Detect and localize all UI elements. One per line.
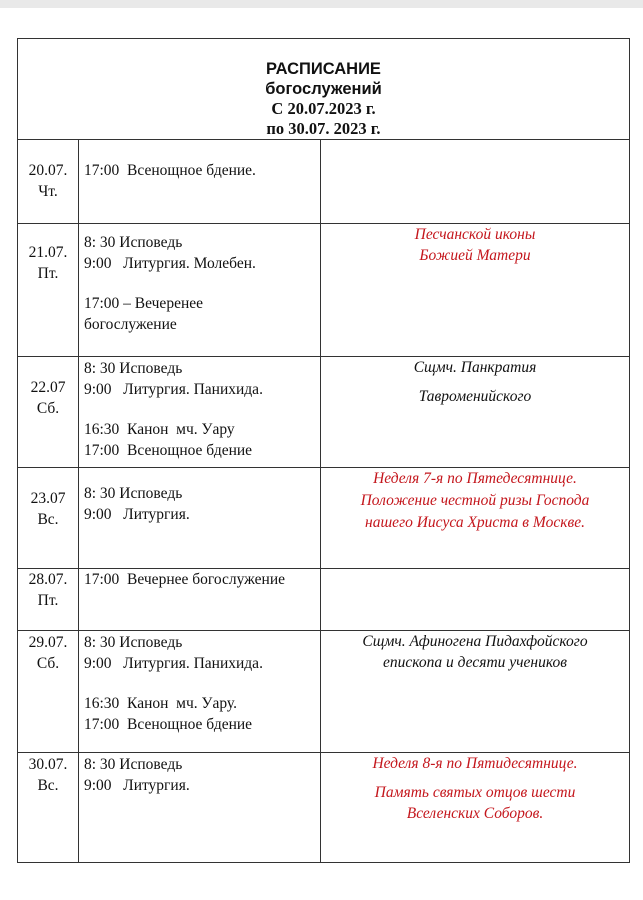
feast-line: Память святых отцов шести [374,784,576,801]
date-cell [18,468,79,569]
service-line: 9:00 Литургия. Молебен. [84,255,256,272]
date: 30.07. [28,756,68,773]
services-cell [79,631,321,753]
service-line: 8: 30 Исповедь [84,634,183,651]
feast-line: Тавроменийского [418,388,532,405]
table-row [18,569,630,631]
table-row [18,631,630,753]
service-line: 9:00 Литургия. Панихида. [84,381,263,398]
service-line: 9:00 Литургия. [84,506,190,523]
schedule-title: РАСПИСАНИЕ [266,60,381,78]
date-cell [18,357,79,468]
weekday: Пт. [37,592,59,609]
service-line: 9:00 Литургия. [84,777,190,794]
weekday: Чт. [38,183,58,200]
feast-cell [321,569,630,631]
schedule-header [18,39,630,140]
date-cell [18,753,79,863]
weekday: Сб. [36,400,60,417]
feast-line: Положение честной ризы Господа [360,492,590,509]
service-line: 8: 30 Исповедь [84,756,183,773]
service-line: 17:00 Всенощное бдение [84,716,253,733]
feast-line: Сщмч. Панкратия [413,359,537,376]
service-gap [84,674,320,693]
services-cell [79,140,321,224]
service-line: 17:00 Всенощное бдение [84,442,253,459]
service-line: 8: 30 Исповедь [84,360,183,377]
weekday: Вс. [37,511,59,528]
feast-cell [321,140,630,224]
feast-line: Неделя 8-я по Пятидесятнице. [372,755,578,772]
date: 21.07. [28,244,68,261]
weekday: Пт. [37,265,59,282]
service-line: богослужение [84,316,177,333]
feast-line: Неделя 7-я по Пятедесятнице. [373,470,577,487]
service-line: 17:00 – Вечеренее [84,295,203,312]
table-row [18,468,630,569]
schedule-subtitle: богослужений [265,80,382,98]
date-cell [18,224,79,357]
date: 22.07 [30,379,66,396]
table-row [18,224,630,357]
table-row [18,357,630,468]
service-gap [84,400,320,419]
services-cell [79,357,321,468]
service-line: 8: 30 Исповедь [84,234,183,251]
date: 29.07. [28,634,68,651]
feast-cell [321,631,630,753]
date-range-from: С 20.07.2023 г. [271,99,376,118]
service-line: 17:00 Вечернее богослужение [84,571,286,588]
date-cell [18,569,79,631]
services-cell [79,468,321,569]
feast-cell [321,224,630,357]
date: 20.07. [28,162,68,179]
service-gap [84,274,320,293]
service-line: 16:30 Канон мч. Уару. [84,695,237,712]
feast-line: Песчанской иконы [414,226,536,243]
date-range-to: по 30.07. 2023 г. [266,119,381,138]
services-cell [79,753,321,863]
service-line: 8: 30 Исповедь [84,485,183,502]
feast-line: Божией Матери [419,247,531,264]
header-row [18,39,630,140]
feast-cell [321,357,630,468]
table-row [18,753,630,863]
feast-line: епископа и десяти учеников [382,654,567,671]
date-cell [18,140,79,224]
feast-cell [321,468,630,569]
table-row [18,140,630,224]
date-cell [18,631,79,753]
service-line: 17:00 Всенощное бдение. [84,162,256,179]
service-line: 16:30 Канон мч. Уару [84,421,235,438]
date: 28.07. [28,571,68,588]
service-line: 9:00 Литургия. Панихида. [84,655,263,672]
weekday: Вс. [37,777,59,794]
feast-line: Сщмч. Афиногена Пидахфойского [362,633,588,650]
date: 23.07 [30,490,66,507]
feast-line: Вселенских Соборов. [406,805,544,822]
weekday: Сб. [36,655,60,672]
feast-line: нашего Иисуса Христа в Москве. [365,514,585,531]
feast-cell [321,753,630,863]
services-cell [79,224,321,357]
page-top-edge [0,0,643,8]
schedule-table [17,38,630,863]
services-cell [79,569,321,631]
